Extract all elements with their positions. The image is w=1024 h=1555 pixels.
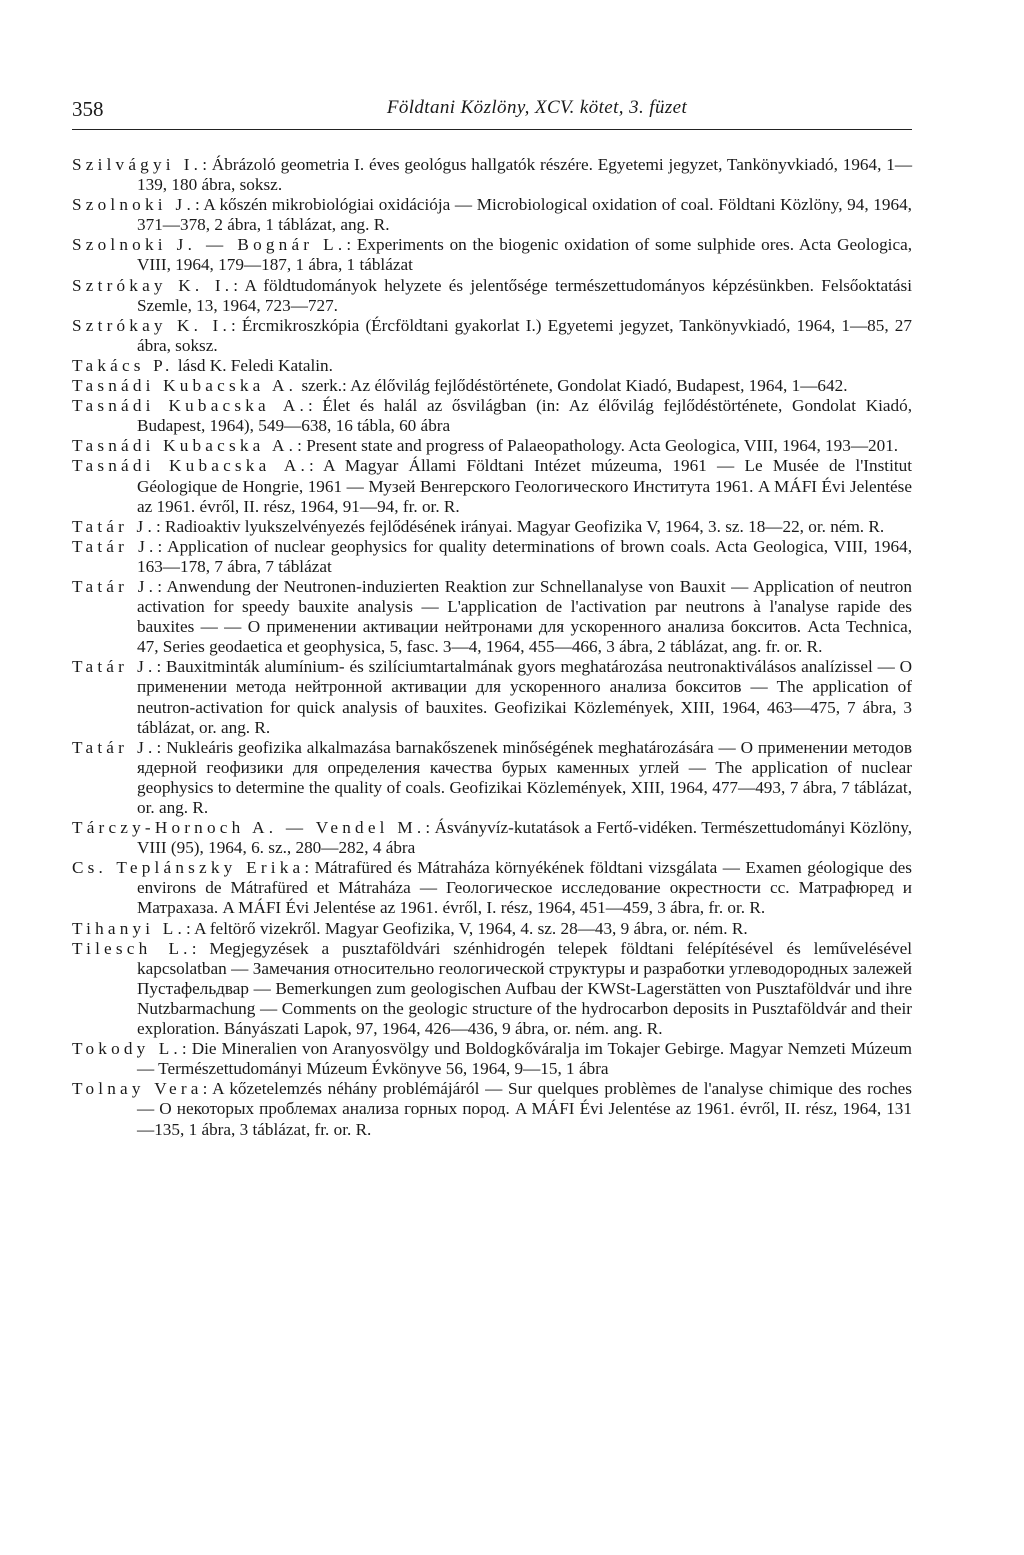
entry-author: Tatár J. — [72, 516, 156, 536]
entry-text: : Ércmikroszkópia (Ércföldtani gyakorlat I.) Egyetemi jegyzet, Tankönyvkiadó, 1964, 1—85, 27 ábra, soksz. — [137, 315, 912, 355]
journal-running-title: Földtani Közlöny, XCV. kötet, 3. füzet — [386, 97, 688, 118]
entry-text: : Bauxitminták alumínium- és szilíciumtartalmának gyors meghatározása neutronaktiválásos analízissel — О применении метода нейтронной активации для ускоренного анализа бокситов — The application of neutron-activation for quick analysis of bauxites. Geofizikai Közlemények, XIII, 1964, 463—475, 7 ábra, 3 táblázat, or. ang. R. — [137, 657, 912, 737]
entry-author: Tatár J. — [72, 576, 158, 596]
entry-text: : Radioaktiv lyukszelvényezés fejlődésének irányai. Magyar Geofizika V, 1964, 3. sz. 18—22, or. ném. R. — [155, 516, 885, 536]
bibliography-entry — [72, 195, 912, 235]
bibliography-entry — [72, 818, 912, 858]
bibliography-entry — [72, 919, 912, 939]
bibliography-entry — [72, 376, 912, 396]
entry-author: Szilvágyi I. — [72, 155, 203, 174]
entry-author: Tokody L. — [72, 1039, 182, 1059]
entry-author: Cs. Teplánszky Erika — [72, 858, 305, 878]
entry-author: Sztrókay K. I. — [72, 315, 231, 335]
bibliography-entry — [72, 517, 912, 537]
bibliography-entry — [72, 316, 912, 356]
bibliography-entry — [72, 235, 912, 275]
entry-author: Tasnádi Kubacska A. — [72, 376, 298, 396]
bibliography-entry — [72, 939, 912, 1039]
entry-text: : Die Mineralien von Aranyosvölgy und Boldogkőváralja im Tokajer Gebirge. Magyar Nemzeti Múzeum — Természettudományi Múzeum Évkönyve 56, 1964, 9—15, 1 ábra — [137, 1039, 912, 1079]
entry-text: : Application of nuclear geophysics for quality determinations of brown coals. Acta Geologica, VIII, 1964, 163—178, 7 ábra, 7 táblázat — [137, 536, 913, 576]
entry-author: Sztrókay K. I. — [72, 275, 234, 295]
bibliography-entry — [72, 356, 912, 376]
entry-author: Tatár J. — [72, 737, 157, 757]
bibliography-entry — [72, 276, 912, 316]
entry-text: : Experiments on the biogenic oxidation of some sulphide ores. Acta Geologica, VIII, 1964, 179—187, 1 ábra, 1 táblázat — [137, 235, 912, 275]
entry-text: : A kőszén mikrobiológiai oxidációja — Microbiological oxidation of coal. Földtani Közlöny, 94, 1964, 371—378, 2 ábra, 1 táblázat, ang. R. — [137, 195, 912, 235]
entry-text: : Nukleáris geofizika alkalmazása barnakőszenek minőségének meghatározására — О применении методов ядерной геофизики для определения качества бурых каменных углей — The application of nuclear geophysics to determine the quality of coals. Geofizikai Közlemények, XIII, 1964, 477—493, 7 ábra, 7 táblázat, or. ang. R. — [137, 737, 913, 817]
entry-text: : A feltörő vizekről. Magyar Geofizika, V, 1964, 4. sz. 28—43, 9 ábra, or. ném. R. — [185, 918, 748, 938]
page-number: 358 — [72, 97, 104, 121]
entry-text: : Anwendung der Neutronen-induzierten Reaktion zur Schnellanalyse von Bauxit — Application of neutron activation for speedy bauxite analysis — L'application de l'activation par neutrons à l'analyse rapide des bauxites — — О применении активации нейтронами для ускоренного анализа бокситов. Acta Technica, 47, Series geodaetica et geophysica, 5, fasc. 3—4, 1964, 455—466, 3 ábra, 2 táblázat, ang. fr. or. R. — [137, 576, 912, 657]
bibliography-entry — [72, 657, 912, 737]
entry-text: szerk.: Az élővilág fejlődéstörténete, Gondolat Kiadó, Budapest, 1964, 1—642. — [297, 376, 848, 396]
entry-author: Szolnoki J. — Bognár L. — [72, 235, 347, 255]
entry-text: lásd K. Feledi Katalin. — [173, 355, 333, 375]
bibliography-entry — [72, 858, 912, 918]
entry-author: Tilesch L. — [72, 938, 192, 958]
entry-text: : A földtudományok helyzete és jelentősége természettudományos képzésünkben. Felsőoktatási Szemle, 13, 1964, 723—727. — [137, 275, 912, 315]
entry-text: : Ásványvíz-kutatások a Fertő-vidéken. Természettudományi Közlöny, VIII (95), 1964, 6. sz., 280—282, 4 ábra — [137, 818, 912, 858]
bibliography-entry — [72, 436, 912, 456]
bibliography-entry — [72, 577, 912, 657]
entry-author: Tasnádi Kubacska A. — [72, 456, 310, 476]
entry-author: Tolnay Vera — [72, 1079, 203, 1099]
entry-author: Tatár J. — [72, 536, 158, 556]
bibliography-entry — [72, 155, 912, 195]
entry-author: Takács P. — [72, 355, 174, 375]
bibliography-entry — [72, 396, 912, 436]
entry-author: Tasnádi Kubacska A. — [72, 396, 308, 416]
bibliography-entry — [72, 1039, 912, 1079]
entry-author: Szolnoki J. — [72, 195, 195, 215]
bibliography-entry — [72, 537, 912, 577]
bibliography-entry — [72, 456, 912, 516]
entry-text: : Present state and progress of Palaeopathology. Acta Geologica, VIII, 1964, 193—201. — [297, 436, 899, 456]
entry-author: Tatár J. — [72, 657, 157, 677]
entry-text: : Megjegyzések a pusztaföldvári szénhidrogén telepek földtani felépítésével és leművelésével kapcsolatban — Замечания относительно геологической структуры и разработки углеводородных залежей Пустафельдвар — Bemerkungen zum geologischen Aufbau der KWSt-Lagerstätten von Pusztaföldvár und ihre Nutzbarmachung — Comments on the geologic structure of the hydrocarbon deposits in Pusztaföldvár and their exploration. Bányászati Lapok, 97, 1964, 426—436, 9 ábra, or. ném. ang. R. — [137, 938, 912, 1039]
bibliography-list — [72, 155, 912, 1140]
entry-author: Tárczy-Hornoch A. — Vendel M. — [72, 818, 426, 838]
bibliography-entry — [72, 1079, 912, 1139]
entry-text: : A Magyar Állami Földtani Intézet múzeuma, 1961 — Le Musée de l'Institut Géologique de Hongrie, 1961 — Музей Венгерского Геологического Института 1961. A MÁFI Évi Jelentése az 1961. évről, II. rész, 1964, 91—94, fr. or. R. — [137, 456, 912, 516]
entry-text: : Ábrázoló geometria I. éves geológus hallgatók részére. Egyetemi jegyzet, Tankönyvkiadó, 1964, 1—139, 180 ábra, soksz. — [137, 155, 913, 195]
entry-author: Tasnádi Kubacska A. — [72, 436, 298, 456]
entry-text: : Mátrafüred és Mátraháza környékének földtani vizsgálata — Examen géologique des environs de Mátrafüred et Mátraháza — Геологическое исследование окрестности сс. Матрафюред и Матрахаза. A MÁFI Évi Jelentése az 1961. évről, I. rész, 1964, 451—459, 3 ábra, fr. or. R. — [137, 858, 912, 918]
entry-text: : A kőzetelemzés néhány problémájáról — Sur quelques problèmes de l'analyse chimique des roches — О некоторых проблемах анализа горных пород. A MÁFI Évi Jelentése az 1961. évről, II. rész, 1964, 131—135, 1 ábra, 3 táblázat, fr. or. R. — [137, 1079, 913, 1139]
page-header — [72, 95, 912, 130]
bibliography-entry — [72, 738, 912, 818]
entry-author: Tihanyi L. — [72, 918, 186, 938]
entry-text: : Élet és halál az ősvilágban (in: Az élővilág fejlődéstörténete, Gondolat Kiadó, Budapest, 1964), 549—638, 16 tábla, 60 ábra — [137, 396, 912, 436]
